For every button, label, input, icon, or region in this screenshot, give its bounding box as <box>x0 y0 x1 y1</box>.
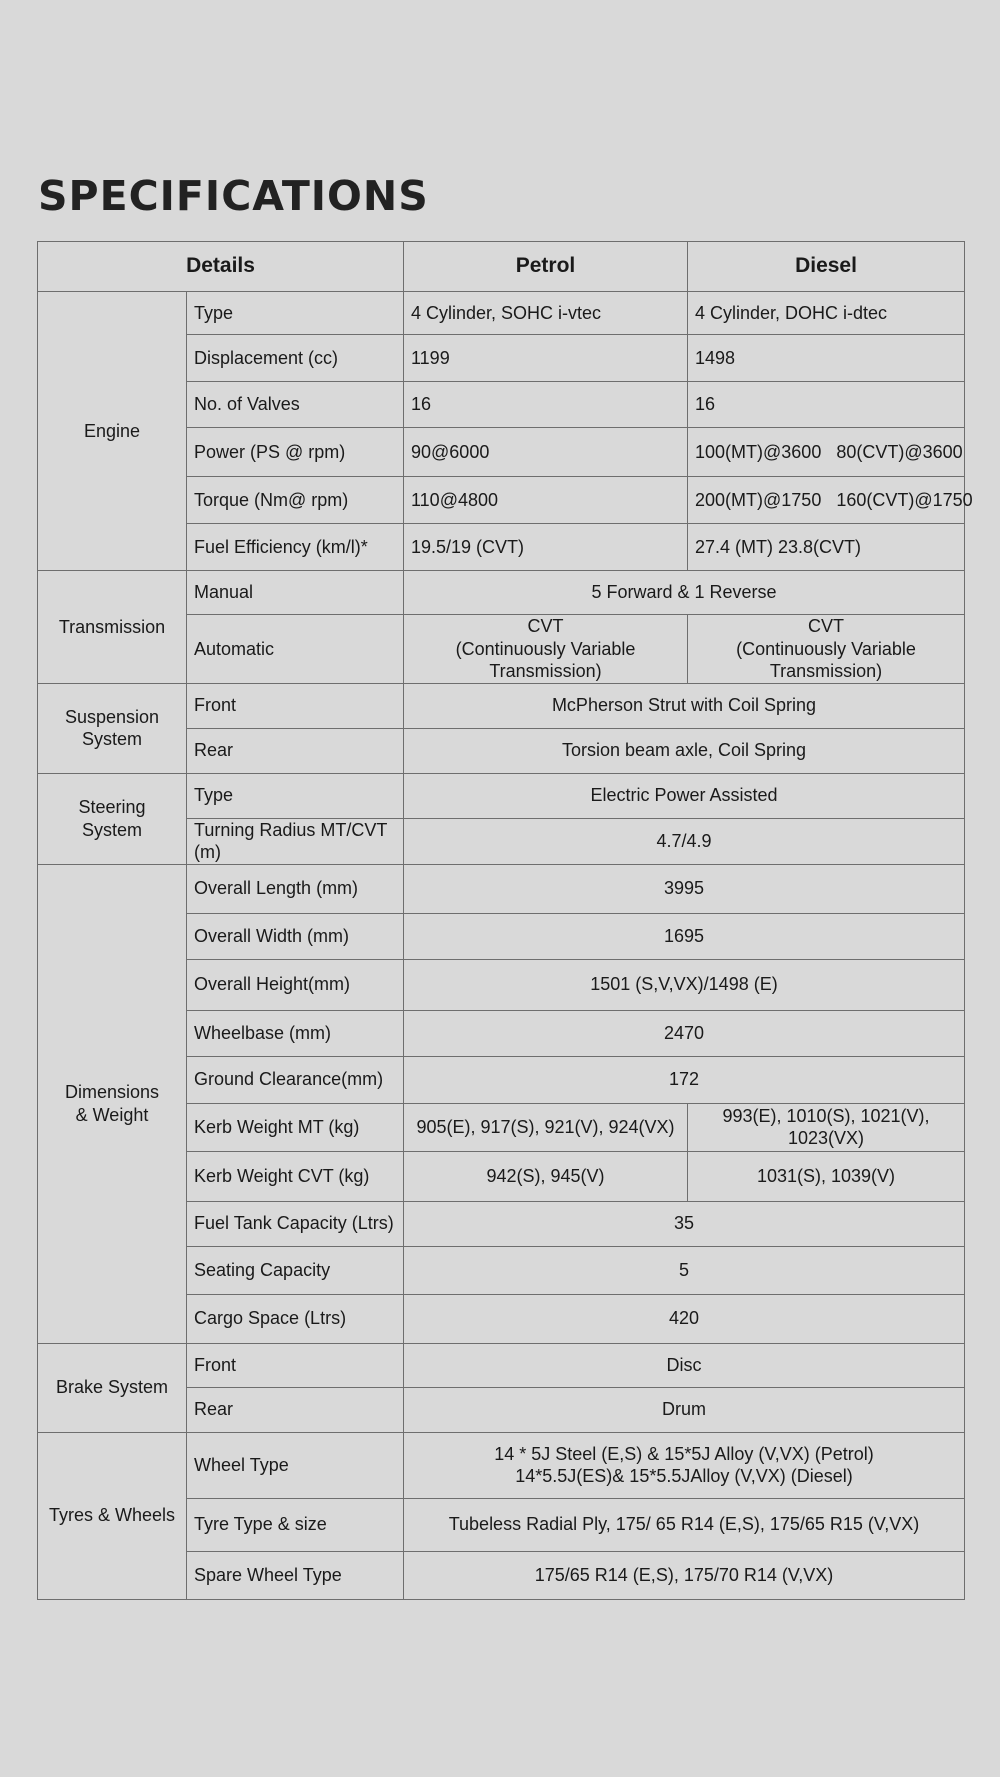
petrol-value: 1199 <box>404 335 688 382</box>
merged-value: 1695 <box>404 913 965 959</box>
category-steering <box>38 773 187 864</box>
diesel-value: 4 Cylinder, DOHC i-dtec <box>688 292 965 335</box>
row-label: Fuel Efficiency (km/l)* <box>187 524 404 571</box>
merged-value: 172 <box>404 1056 965 1103</box>
row-label: Wheelbase (mm) <box>187 1010 404 1056</box>
row-label: Turning Radius MT/CVT (m) <box>187 818 404 864</box>
row-label: Kerb Weight MT (kg) <box>187 1103 404 1151</box>
merged-value: 35 <box>404 1201 965 1246</box>
merged-value: 4.7/4.9 <box>404 818 965 864</box>
header-details: Details <box>38 242 404 292</box>
wheel-type-line-2: 14*5.5J(ES)& 15*5.5JAlloy (V,VX) (Diesel) <box>515 1466 853 1486</box>
table-row <box>38 1343 965 1387</box>
category-line: Suspension <box>64 706 160 727</box>
merged-value: 2470 <box>404 1010 965 1056</box>
wheel-type-line-1: 14 * 5J Steel (E,S) & 15*5J Alloy (V,VX) (Petrol) <box>494 1443 874 1464</box>
row-label: Torque (Nm@ rpm) <box>187 477 404 524</box>
petrol-value: 16 <box>404 382 688 428</box>
row-label: Spare Wheel Type <box>187 1551 404 1599</box>
diesel-value: 100(MT)@3600 80(CVT)@3600 <box>688 428 965 477</box>
row-label: Front <box>187 1343 404 1387</box>
cvt-line-1: CVT <box>527 616 564 636</box>
merged-value: Drum <box>404 1387 965 1432</box>
diesel-value: 16 <box>688 382 965 428</box>
merged-value: 175/65 R14 (E,S), 175/70 R14 (V,VX) <box>404 1551 965 1599</box>
row-label: Power (PS @ rpm) <box>187 428 404 477</box>
table-row <box>38 864 965 913</box>
row-label: Manual <box>187 571 404 615</box>
row-label: Automatic <box>187 615 404 684</box>
merged-value: 5 Forward & 1 Reverse <box>404 571 965 615</box>
table-row <box>38 773 965 818</box>
row-label: Fuel Tank Capacity (Ltrs) <box>187 1201 404 1246</box>
category-line: System <box>81 819 142 840</box>
row-label: No. of Valves <box>187 382 404 428</box>
row-label: Front <box>187 683 404 728</box>
table-row <box>38 1432 965 1498</box>
row-label: Wheel Type <box>187 1432 404 1498</box>
row-label: Rear <box>187 1387 404 1432</box>
page-title: SPECIFICATIONS <box>38 172 429 220</box>
cvt-line-2: (Continuously Variable Transmission) <box>736 638 916 681</box>
merged-value <box>404 1432 965 1498</box>
header-diesel: Diesel <box>688 242 965 292</box>
diesel-value: 27.4 (MT) 23.8(CVT) <box>688 524 965 571</box>
diesel-value: 200(MT)@1750 160(CVT)@1750 <box>688 477 965 524</box>
petrol-value <box>404 615 688 684</box>
petrol-value: 90@6000 <box>404 428 688 477</box>
row-label: Type <box>187 292 404 335</box>
merged-value: Electric Power Assisted <box>404 773 965 818</box>
merged-value: 5 <box>404 1246 965 1294</box>
table-row <box>38 571 965 615</box>
category-brakes: Brake System <box>38 1343 187 1432</box>
category-suspension <box>38 683 187 773</box>
row-label: Type <box>187 773 404 818</box>
category-transmission: Transmission <box>38 571 187 684</box>
petrol-value: 4 Cylinder, SOHC i-vtec <box>404 292 688 335</box>
category-tyres: Tyres & Wheels <box>38 1432 187 1599</box>
merged-value: Torsion beam axle, Coil Spring <box>404 728 965 773</box>
category-line: System <box>81 729 142 749</box>
table-row <box>38 683 965 728</box>
petrol-value: 942(S), 945(V) <box>404 1151 688 1201</box>
merged-value: Disc <box>404 1343 965 1387</box>
diesel-value: 1031(S), 1039(V) <box>688 1151 965 1201</box>
merged-value: 420 <box>404 1294 965 1343</box>
merged-value: 3995 <box>404 864 965 913</box>
row-label: Overall Width (mm) <box>187 913 404 959</box>
category-dimensions <box>38 864 187 1343</box>
diesel-value: 993(E), 1010(S), 1021(V), 1023(VX) <box>688 1103 965 1151</box>
cvt-line-1: CVT <box>808 616 844 636</box>
category-engine: Engine <box>38 292 187 571</box>
row-label: Rear <box>187 728 404 773</box>
row-label: Seating Capacity <box>187 1246 404 1294</box>
header-petrol: Petrol <box>404 242 688 292</box>
category-line: Dimensions <box>64 1082 160 1102</box>
table-row <box>38 292 965 335</box>
petrol-value: 19.5/19 (CVT) <box>404 524 688 571</box>
row-label: Tyre Type & size <box>187 1498 404 1551</box>
petrol-value: 905(E), 917(S), 921(V), 924(VX) <box>404 1103 688 1151</box>
row-label: Ground Clearance(mm) <box>187 1056 404 1103</box>
table-header-row <box>38 242 965 292</box>
row-label: Displacement (cc) <box>187 335 404 382</box>
row-label: Overall Height(mm) <box>187 959 404 1010</box>
row-label: Overall Length (mm) <box>187 864 404 913</box>
row-label: Kerb Weight CVT (kg) <box>187 1151 404 1201</box>
category-line: & Weight <box>75 1104 149 1125</box>
merged-value: Tubeless Radial Ply, 175/ 65 R14 (E,S), 175/65 R15 (V,VX) <box>404 1498 965 1551</box>
category-line: Steering <box>78 797 146 817</box>
diesel-value: 1498 <box>688 335 965 382</box>
cvt-line-2: (Continuously Variable Transmission) <box>455 638 636 681</box>
merged-value: 1501 (S,V,VX)/1498 (E) <box>404 959 965 1010</box>
petrol-value: 110@4800 <box>404 477 688 524</box>
diesel-value <box>688 615 965 684</box>
row-label: Cargo Space (Ltrs) <box>187 1294 404 1343</box>
merged-value: McPherson Strut with Coil Spring <box>404 683 965 728</box>
specifications-table <box>37 241 973 1600</box>
